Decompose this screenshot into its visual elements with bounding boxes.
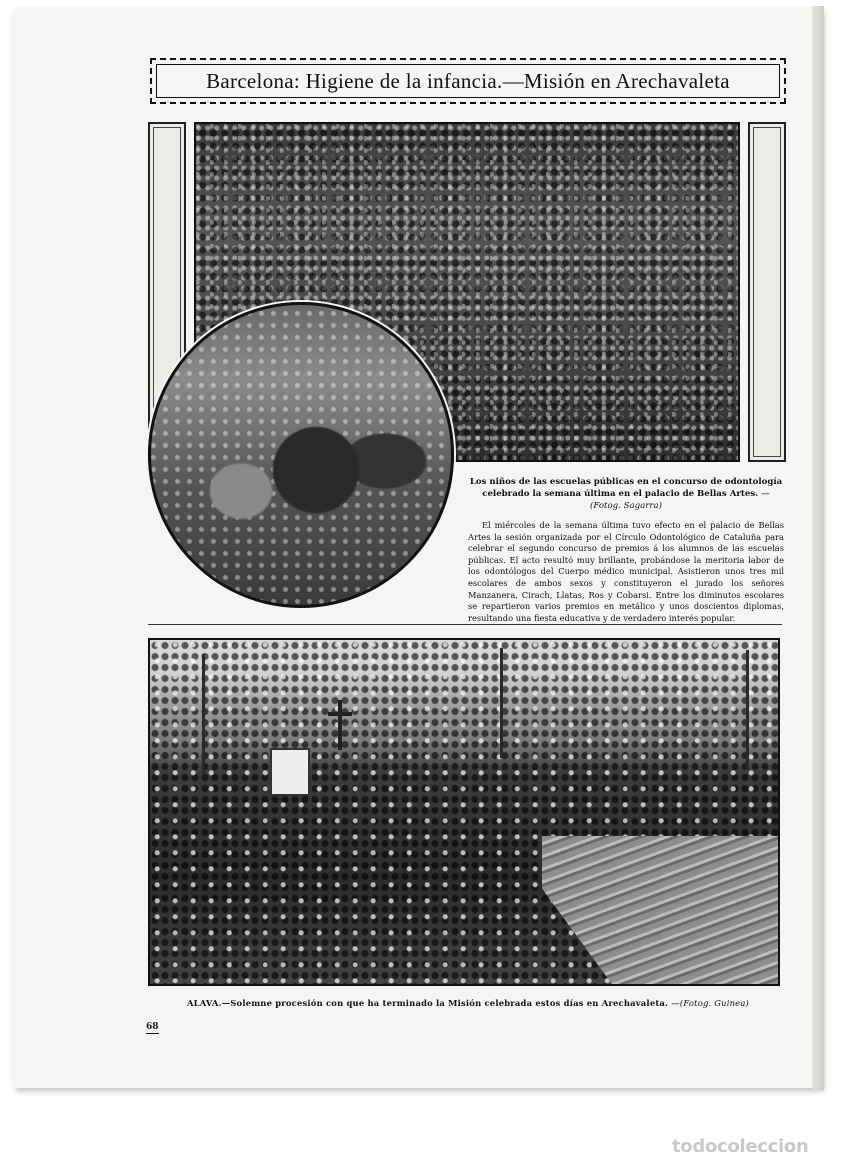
tree-left: [202, 654, 205, 774]
section-divider: [148, 624, 782, 625]
right-decorative-bar: [748, 122, 786, 462]
bottom-caption-text: ALAVA.—Solemne procesión con que ha terminado la Misión celebrada estos días en Arechavaleta.: [186, 998, 669, 1008]
tree-right: [746, 650, 749, 770]
watermark: todocoleccion: [672, 1136, 809, 1157]
headline-box: [150, 58, 786, 104]
page-number: 68: [146, 1022, 159, 1032]
top-caption-text: Los niños de las escuelas públicas en el concurso de odontología celebrado la semana última en el palacio de Bellas Artes.: [469, 477, 783, 499]
procession-banner: [270, 748, 310, 796]
top-caption-photographer: —(Fotog. Sagarra): [590, 489, 770, 511]
photo-dental-examination-circle: [148, 302, 454, 608]
tree-center: [500, 648, 503, 758]
article-body-text: El miércoles de la semana última tuvo efecto en el palacio de Bellas Artes la sesión organizada por el Círculo Odontológico de Cataluña para celebrar el segundo concurso de premios á los alumnos de las escuelas públicas. El acto resultó muy brillante, probándose la meritoria labor de los odontólogos del Cuerpo médico municipal. Asistieron unos tres mil escolares de ambos sexos y constituyeron el jurado los señores Manzanera, Cirach, Llatas, Ros y Cobarsi. Entre los diminutos escolares se repartieron varios premios en metálico y unos doscientos diplomas, resultando una fiesta educativa y de verdadero interés popular.: [468, 520, 784, 623]
photo-procession-arechavaleta: [148, 638, 780, 986]
bottom-caption-photographer: —(Fotog. Guinea): [671, 998, 749, 1008]
bottom-photo-caption: [148, 998, 788, 1008]
stone-wall: [542, 836, 780, 986]
top-photo-caption: [468, 476, 784, 512]
page-edge: [812, 6, 824, 1090]
headline-title: Barcelona: Higiene de la infancia.—Misión en Arechavaleta: [206, 68, 730, 93]
procession-cross: [328, 700, 352, 750]
